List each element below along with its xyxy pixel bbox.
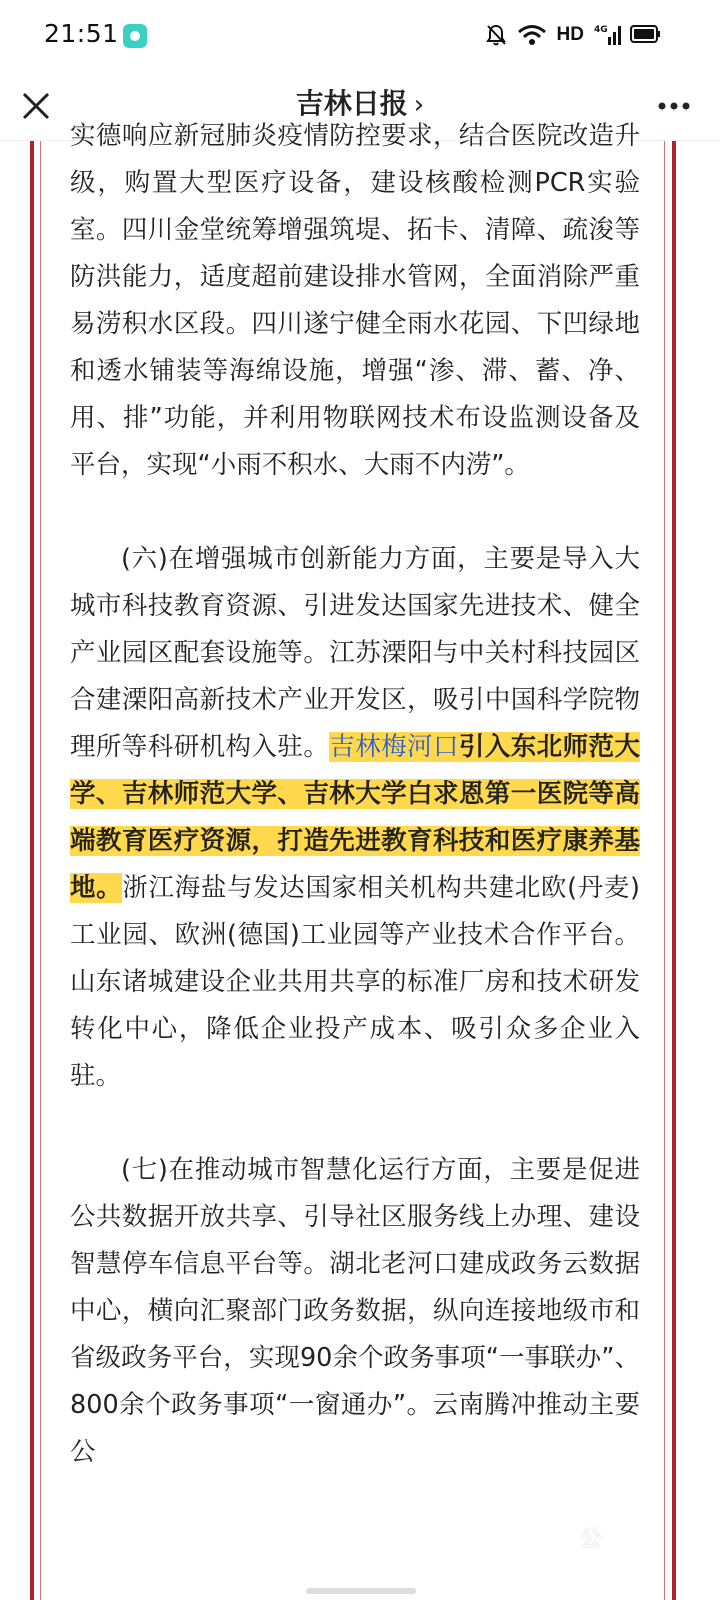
- frame-inner-right: [664, 141, 665, 1600]
- paragraph-2-intro: (六)在增强城市创新能力方面，主要是导入大城市科技教育资源、引进发达国家先进技术、健全产业园区配套设施等。江苏溧阳与中关村科技园区合建溧阳高新技术产业开发区，吸引中国科学院物理所等科研机构入驻。: [70, 544, 640, 762]
- frame-border-left: [30, 141, 34, 1600]
- svg-text:4G: 4G: [594, 25, 608, 35]
- status-bar: [0, 0, 720, 70]
- more-icon: [654, 88, 694, 124]
- status-icons: [485, 20, 624, 50]
- network-hd-label: HD: [556, 24, 584, 45]
- paragraph-2: [70, 536, 640, 1100]
- paragraph-1: 实德响应新冠肺炎疫情防控要求，结合医院改造升级，购置大型医疗设备，建设核酸检测PCR实验室。四川金堂统筹增强筑堤、拓卡、清障、疏浚等防洪能力，适度超前建设排水管网，全面消除严重易涝积水区段。四川遂宁健全雨水花园、下凹绿地和透水铺装等海绵设施，增强“渗、滞、蓄、净、用、排”功能，并利用物联网技术布设监测设备及平台，实现“小雨不积水、大雨不内涝”。: [70, 121, 640, 480]
- more-button[interactable]: [654, 88, 694, 124]
- article-body: [70, 113, 640, 1523]
- app-notification-icon: [123, 24, 147, 48]
- meihekou-link[interactable]: 吉林梅河口: [329, 732, 459, 762]
- paragraph-2-rest: 浙江海盐与发达国家相关机构共建北欧(丹麦)工业园、欧洲(德国)工业园等产业技术合作平台。山东诸城建设企业共用共享的标准厂房和技术研发转化中心，降低企业投产成本、吸引众多企业入驻。: [70, 873, 640, 1091]
- chevron-right-icon: ›: [413, 90, 425, 120]
- article-content[interactable]: [0, 121, 720, 1600]
- battery-icon: [628, 25, 662, 43]
- wifi-icon: [517, 24, 547, 46]
- mute-bell-icon: [485, 23, 507, 47]
- highlighted-text: 引入东北师范大学、吉林师范大学、吉林大学白求恩第一医院等高端教育医疗资源，打造先进教育科技和医疗康养基地。: [70, 732, 640, 903]
- frame-border-right: [672, 141, 676, 1600]
- account-title-text: 吉林日报: [295, 87, 408, 120]
- paragraph-3: (七)在推动城市智慧化运行方面，主要是促进公共数据开放共享、引导社区服务线上办理、建设智慧停车信息平台等。湖北老河口建成政务云数据中心，横向汇聚部门政务数据，纵向连接地级市和省级政务平台，实现90余个政务事项“一事联办”、800余个政务事项“一窗通办”。云南腾冲推动主要公: [70, 1155, 640, 1467]
- home-indicator[interactable]: [306, 1588, 416, 1594]
- signal-icon: [594, 23, 624, 47]
- status-time: 21:51: [44, 19, 119, 48]
- frame-inner-left: [40, 141, 41, 1600]
- watermark: 公: [580, 1527, 603, 1552]
